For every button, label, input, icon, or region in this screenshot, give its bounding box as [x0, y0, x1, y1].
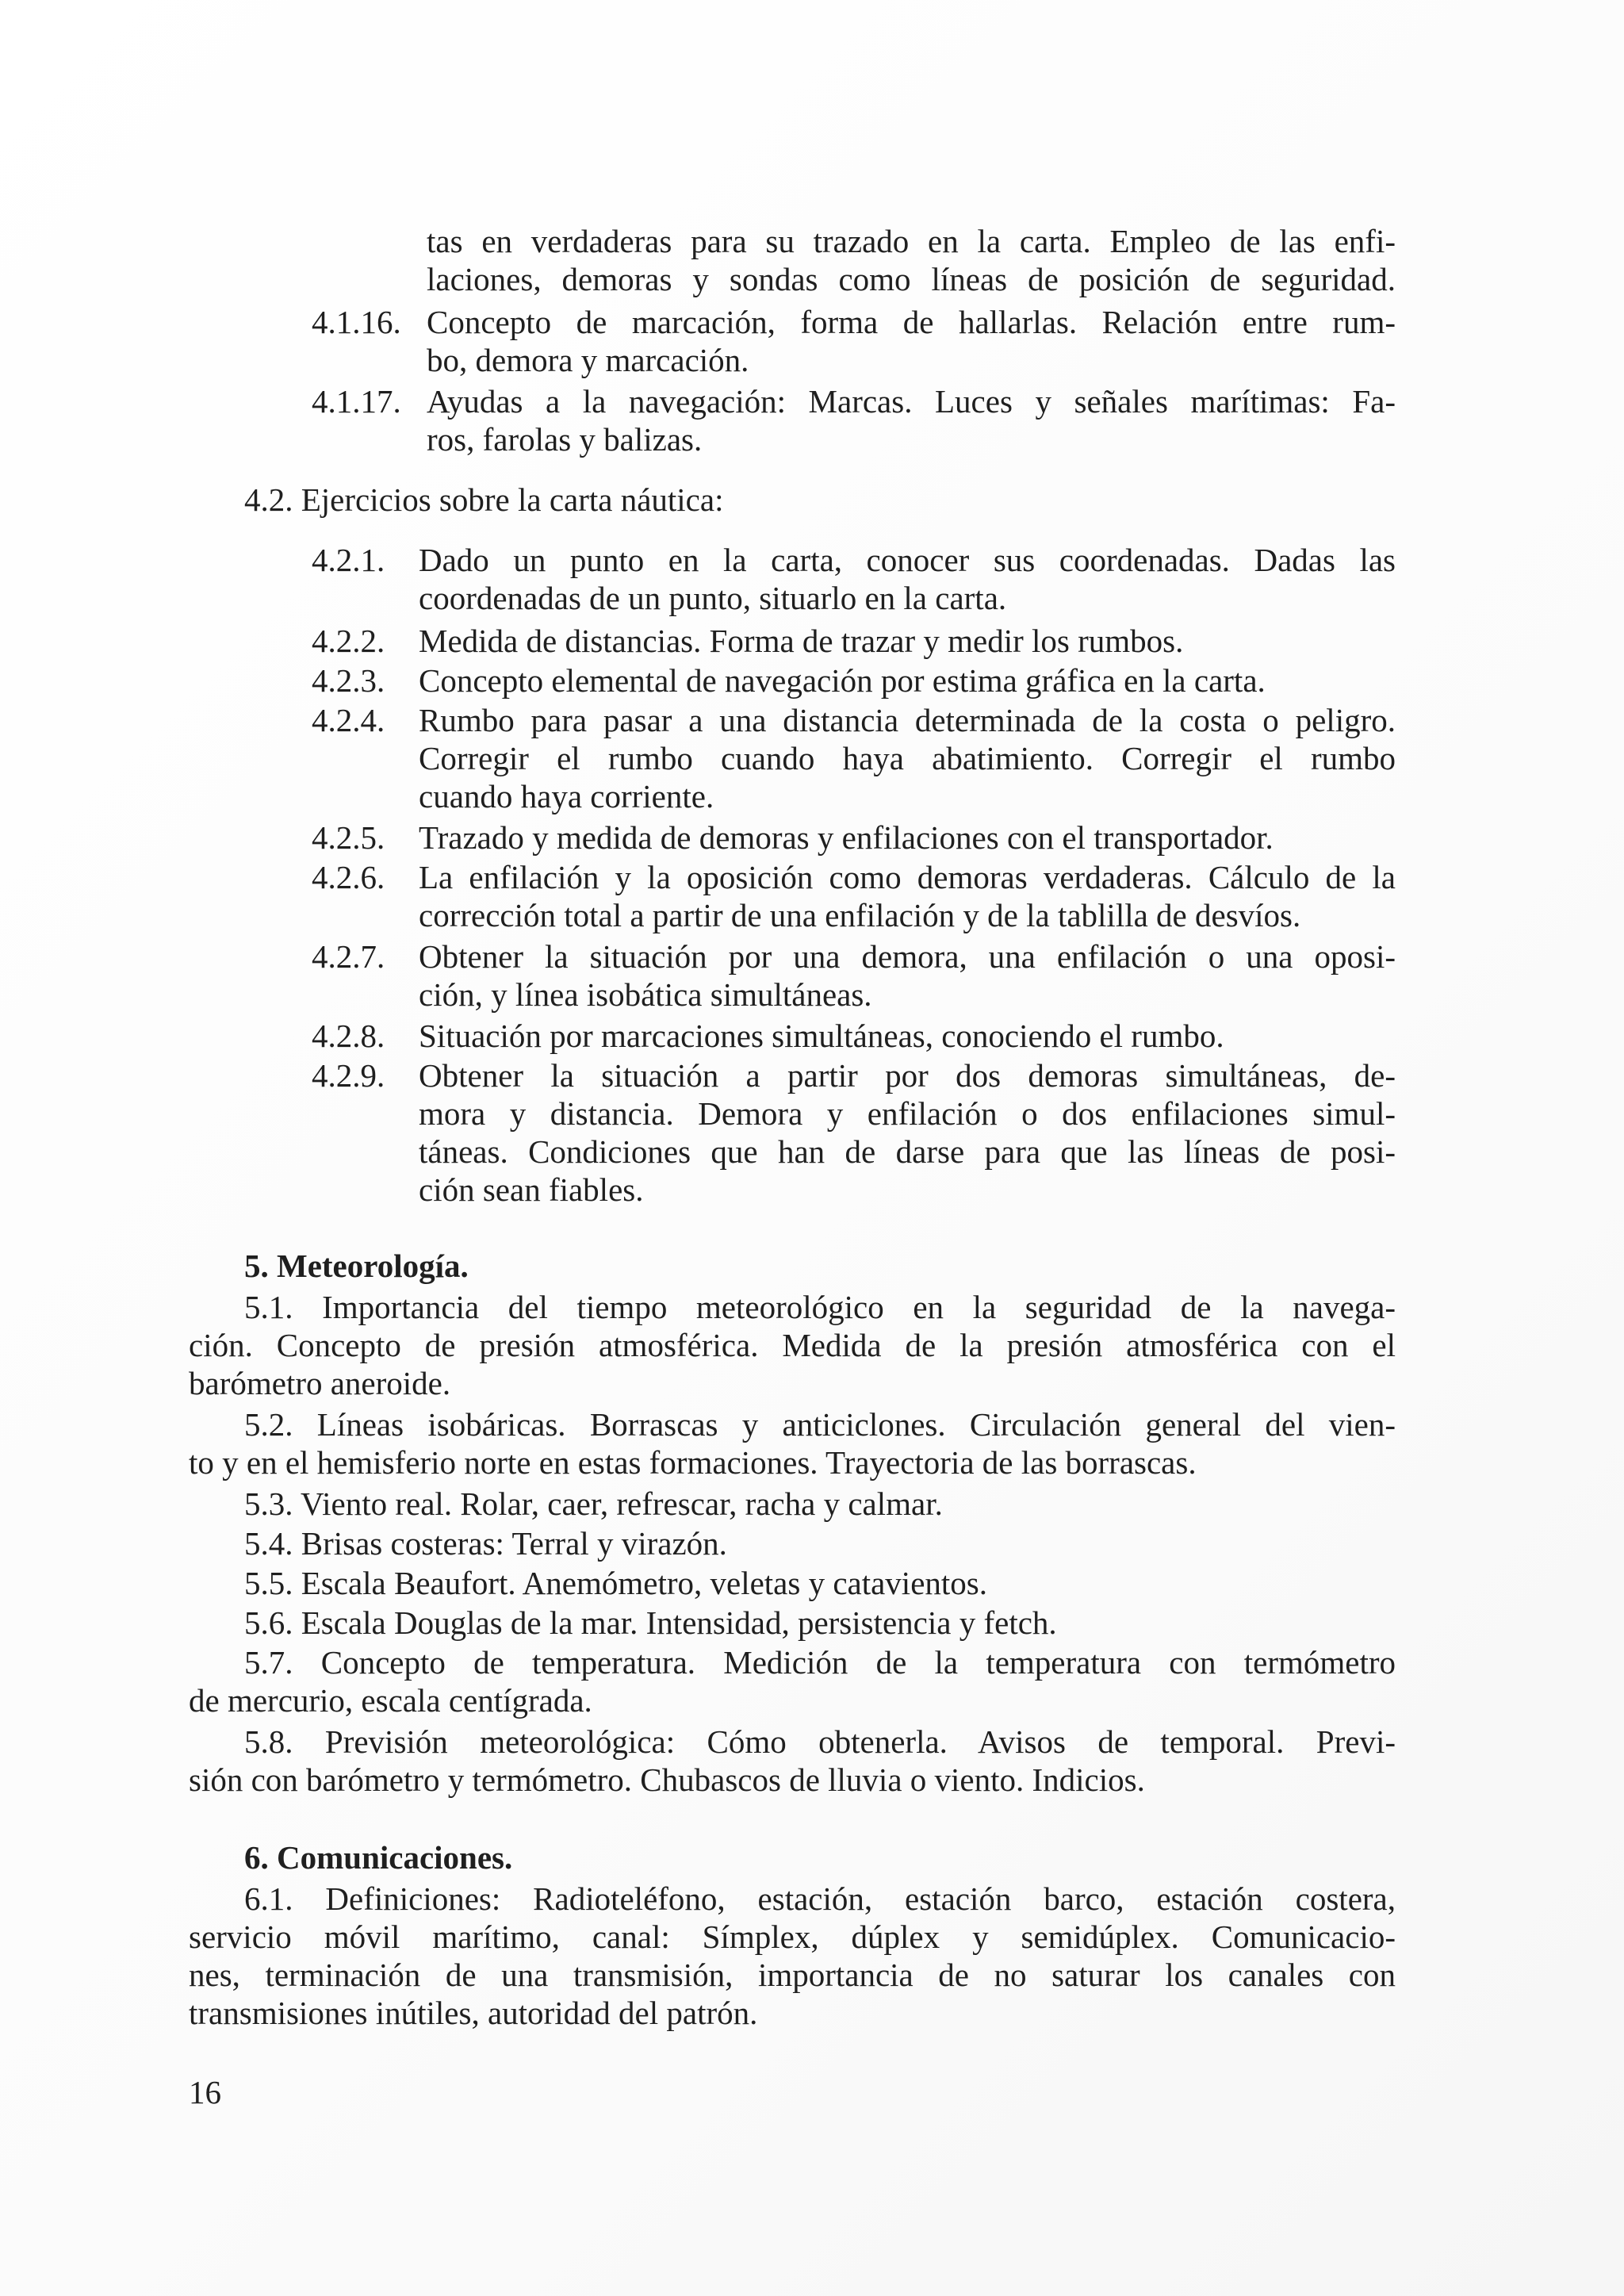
- paragraph-line: 5.2. Líneas isobáricas. Borrascas y anticiclones. Circulación general del vien-: [244, 1406, 1396, 1443]
- paragraph-line: 5.5. Escala Beaufort. Anemómetro, veletas y catavientos.: [244, 1565, 987, 1601]
- continuation-line: laciones, demoras y sondas como líneas de posición de seguridad.: [427, 261, 1396, 297]
- paragraph-line: servicio móvil marítimo, canal: Símplex, dúplex y semidúplex. Comunicacio-: [189, 1918, 1396, 1955]
- item-line: Trazado y medida de demoras y enfilaciones con el transportador.: [419, 819, 1274, 856]
- item-line: Dado un punto en la carta, conocer sus coordenadas. Dadas las: [419, 542, 1396, 578]
- item-line: Obtener la situación por una demora, una enfilación o una oposi-: [419, 938, 1396, 975]
- paragraph-line: 5.4. Brisas costeras: Terral y virazón.: [244, 1525, 727, 1562]
- paragraph-line: 5.3. Viento real. Rolar, caer, refrescar, racha y calmar.: [244, 1485, 943, 1522]
- section-heading-5: 5. Meteorología.: [244, 1248, 469, 1284]
- paragraph-line: de mercurio, escala centígrada.: [189, 1682, 592, 1719]
- item-number: 4.2.5.: [312, 819, 385, 856]
- item-line: Corregir el rumbo cuando haya abatimiento. Corregir el rumbo: [419, 740, 1396, 776]
- paragraph-line: ción. Concepto de presión atmosférica. Medida de la presión atmosférica con el: [189, 1327, 1396, 1363]
- paragraph-line: sión con barómetro y termómetro. Chubascos de lluvia o viento. Indicios.: [189, 1761, 1145, 1798]
- item-line: Medida de distancias. Forma de trazar y medir los rumbos.: [419, 623, 1184, 659]
- page-number: 16: [189, 2074, 221, 2110]
- paragraph-line: to y en el hemisferio norte en estas formaciones. Trayectoria de las borrascas.: [189, 1444, 1197, 1481]
- item-number: 4.2.2.: [312, 623, 385, 659]
- item-number: 4.2.9.: [312, 1057, 385, 1094]
- item-line: cuando haya corriente.: [419, 778, 714, 815]
- item-line: Obtener la situación a partir por dos demoras simultáneas, de-: [419, 1057, 1396, 1094]
- item-number: 4.2.1.: [312, 542, 385, 578]
- paragraph-line: 5.1. Importancia del tiempo meteorológico en la seguridad de la navega-: [244, 1289, 1396, 1325]
- paragraph-line: 5.8. Previsión meteorológica: Cómo obtenerla. Avisos de temporal. Previ-: [244, 1723, 1396, 1760]
- paragraph-line: transmisiones inútiles, autoridad del patrón.: [189, 1995, 758, 2031]
- item-line: Ayudas a la navegación: Marcas. Luces y señales marítimas: Fa-: [427, 383, 1396, 420]
- item-number: 4.2.6.: [312, 859, 385, 895]
- item-line: bo, demora y marcación.: [427, 342, 749, 378]
- item-number: 4.1.16.: [312, 304, 401, 340]
- item-line: Concepto de marcación, forma de hallarlas. Relación entre rum-: [427, 304, 1396, 340]
- item-line: Rumbo para pasar a una distancia determinada de la costa o peligro.: [419, 702, 1396, 738]
- item-line: coordenadas de un punto, situarlo en la carta.: [419, 580, 1007, 616]
- continuation-line: tas en verdaderas para su trazado en la carta. Empleo de las enfi-: [427, 223, 1396, 259]
- paragraph-line: nes, terminación de una transmisión, importancia de no saturar los canales con: [189, 1957, 1396, 1993]
- item-line: corrección total a partir de una enfilación y de la tablilla de desvíos.: [419, 897, 1301, 933]
- item-line: táneas. Condiciones que han de darse para que las líneas de posi-: [419, 1133, 1396, 1170]
- paragraph-line: barómetro aneroide.: [189, 1365, 451, 1401]
- paragraph-line: 6.1. Definiciones: Radioteléfono, estación, estación barco, estación costera,: [244, 1880, 1396, 1917]
- section-heading-6: 6. Comunicaciones.: [244, 1839, 513, 1876]
- item-number: 4.2.8.: [312, 1018, 385, 1054]
- paragraph-line: 5.7. Concepto de temperatura. Medición de la temperatura con termómetro: [244, 1644, 1396, 1681]
- item-number: 4.2.4.: [312, 702, 385, 738]
- item-line: Situación por marcaciones simultáneas, conociendo el rumbo.: [419, 1018, 1224, 1054]
- item-line: Concepto elemental de navegación por estima gráfica en la carta.: [419, 662, 1266, 699]
- item-line: La enfilación y la oposición como demoras verdaderas. Cálculo de la: [419, 859, 1396, 895]
- item-line: ros, farolas y balizas.: [427, 421, 703, 458]
- item-number: 4.2.3.: [312, 662, 385, 699]
- item-line: ción, y línea isobática simultáneas.: [419, 976, 872, 1013]
- section-heading-4-2: 4.2. Ejercicios sobre la carta náutica:: [244, 481, 724, 518]
- item-number: 4.2.7.: [312, 938, 385, 975]
- item-line: ción sean fiables.: [419, 1171, 644, 1208]
- item-number: 4.1.17.: [312, 383, 401, 420]
- item-line: mora y distancia. Demora y enfilación o dos enfilaciones simul-: [419, 1095, 1396, 1132]
- paragraph-line: 5.6. Escala Douglas de la mar. Intensidad, persistencia y fetch.: [244, 1604, 1057, 1641]
